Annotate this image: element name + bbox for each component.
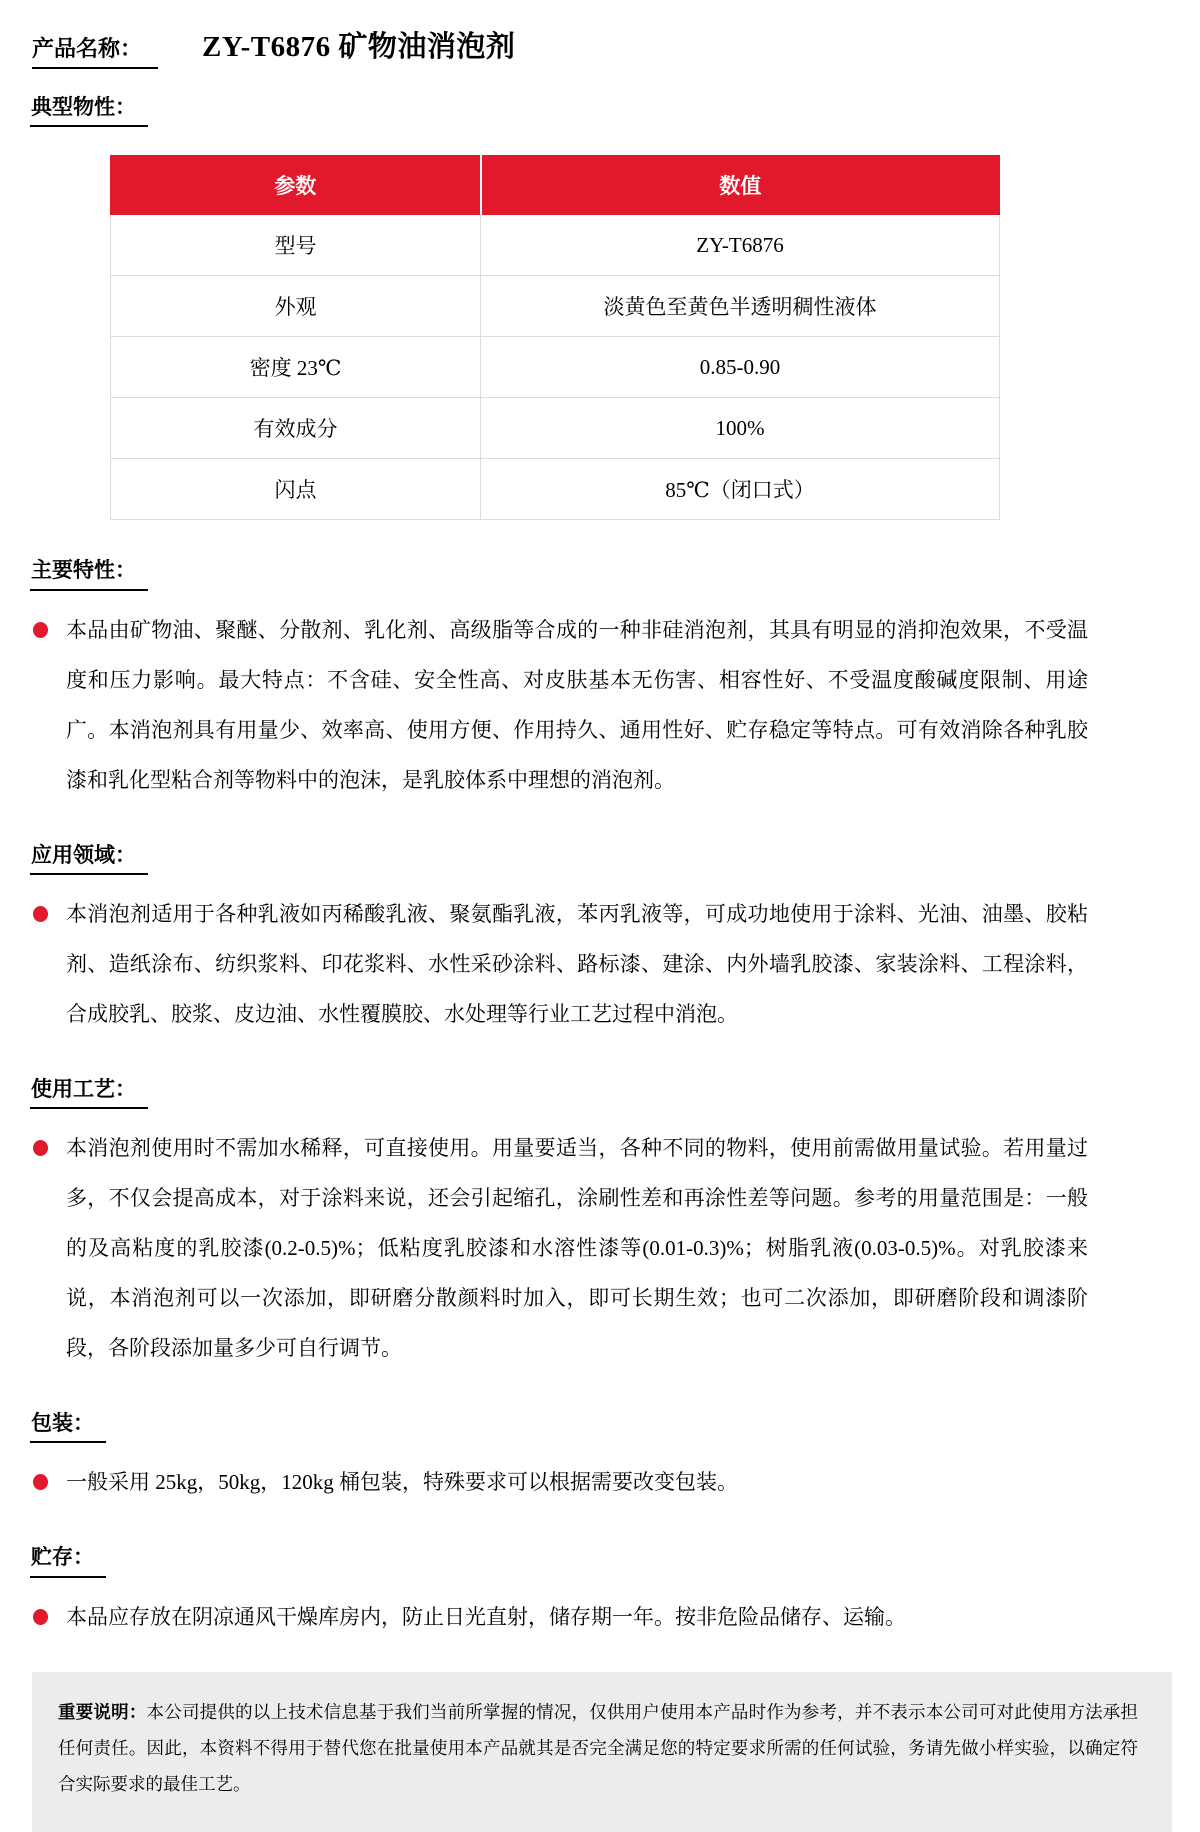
table-row: [111, 337, 1000, 398]
list-item: [30, 889, 1088, 1039]
table-row: [111, 459, 1000, 520]
table-row: [111, 276, 1000, 337]
table-header-value: 数值: [481, 156, 1000, 215]
param-appearance: 外观: [111, 276, 481, 337]
value-model: ZY-T6876: [481, 215, 1000, 276]
product-name-label: 产品名称：: [32, 32, 158, 69]
properties-table: [110, 155, 1000, 520]
product-name-value: ZY-T6876 矿物油消泡剂: [202, 31, 516, 63]
value-active-content: 100%: [481, 398, 1000, 459]
list-item: [30, 1457, 1088, 1507]
bullet-icon: [33, 1140, 48, 1156]
applications-section: [30, 843, 1170, 1039]
page-title: [32, 24, 1170, 69]
heading-storage: 贮存：: [30, 1545, 106, 1577]
features-text: 本品由矿物油、聚醚、分散剂、乳化剂、高级脂等合成的一种非硅消泡剂，其具有明显的消抑泡效果，不受温度和压力影响。最大特点：不含硅、安全性高、对皮肤基本无伤害、相容性好、不受温度酸碱度限制、用途广。本消泡剂具有用量少、效率高、使用方便、作用持久、通用性好、贮存稳定等特点。可有效消除各种乳胶漆和乳化型粘合剂等物料中的泡沫，是乳胶体系中理想的消泡剂。: [66, 617, 1088, 792]
value-flash-point: 85℃（闭口式）: [481, 459, 1000, 520]
usage-text: 本消泡剂使用时不需加水稀释，可直接使用。用量要适当，各种不同的物料，使用前需做用量试验。若用量过多，不仅会提高成本，对于涂料来说，还会引起缩孔，涂刷性差和再涂性差等问题。参考的用量范围是：一般的及高粘度的乳胶漆(0.2-0.5)%；低粘度乳胶漆和水溶性漆等(0.01-0.3)%；树脂乳液(0.03-0.5)%。对乳胶漆来说，本消泡剂可以一次添加，即研磨分散颜料时加入，即可长期生效；也可二次添加，即研磨阶段和调漆阶段，各阶段添加量多少可自行调节。: [66, 1136, 1088, 1360]
usage-section: [30, 1077, 1170, 1373]
list-item: [30, 605, 1088, 805]
packaging-text: 一般采用 25kg，50kg，120kg 桶包装，特殊要求可以根据需要改变包装。: [66, 1470, 738, 1495]
disclaimer-label: 重要说明：: [58, 1701, 147, 1722]
bullet-icon: [33, 906, 48, 922]
list-item: [30, 1123, 1088, 1373]
table-header-row: [111, 156, 1000, 215]
param-active-content: 有效成分: [111, 398, 481, 459]
storage-text: 本品应存放在阴凉通风干燥库房内，防止日光直射，储存期一年。按非危险品储存、运输。: [66, 1604, 906, 1629]
bullet-icon: [33, 622, 48, 638]
param-density: 密度 23℃: [111, 337, 481, 398]
heading-packaging: 包装：: [30, 1411, 106, 1443]
storage-section: [30, 1545, 1170, 1641]
param-flash-point: 闪点: [111, 459, 481, 520]
bullet-icon: [33, 1474, 48, 1490]
table-row: [111, 215, 1000, 276]
table-row: [111, 398, 1000, 459]
heading-typical-properties: 典型物性：: [30, 95, 148, 127]
bullet-icon: [33, 1609, 48, 1625]
typical-properties-section: [30, 95, 1170, 127]
table-header-parameter: 参数: [111, 156, 481, 215]
value-appearance: 淡黄色至黄色半透明稠性液体: [481, 276, 1000, 337]
applications-text: 本消泡剂适用于各种乳液如丙稀酸乳液、聚氨酯乳液，苯丙乳液等，可成功地使用于涂料、光油、油墨、胶粘剂、造纸涂布、纺织浆料、印花浆料、水性采砂涂料、路标漆、建涂、内外墙乳胶漆、家装涂料、工程涂料，合成胶乳、胶浆、皮边油、水性覆膜胶、水处理等行业工艺过程中消泡。: [66, 901, 1088, 1026]
heading-main-features: 主要特性：: [30, 558, 148, 590]
disclaimer-box: [32, 1672, 1172, 1832]
features-section: [30, 558, 1170, 804]
disclaimer-text: [58, 1694, 1138, 1802]
heading-applications: 应用领域：: [30, 843, 148, 875]
value-density: 0.85-0.90: [481, 337, 1000, 398]
heading-usage-process: 使用工艺：: [30, 1077, 148, 1109]
packaging-section: [30, 1411, 1170, 1507]
disclaimer-body: 本公司提供的以上技术信息基于我们当前所掌握的情况，仅供用户使用本产品时作为参考，并不表示本公司可对此使用方法承担任何责任。因此，本资料不得用于替代您在批量使用本产品就其是否完全满足您的特定要求所需的任何试验，务请先做小样实验，以确定符合实际要求的最佳工艺。: [58, 1701, 1139, 1794]
list-item: [30, 1592, 1088, 1642]
param-model: 型号: [111, 215, 481, 276]
